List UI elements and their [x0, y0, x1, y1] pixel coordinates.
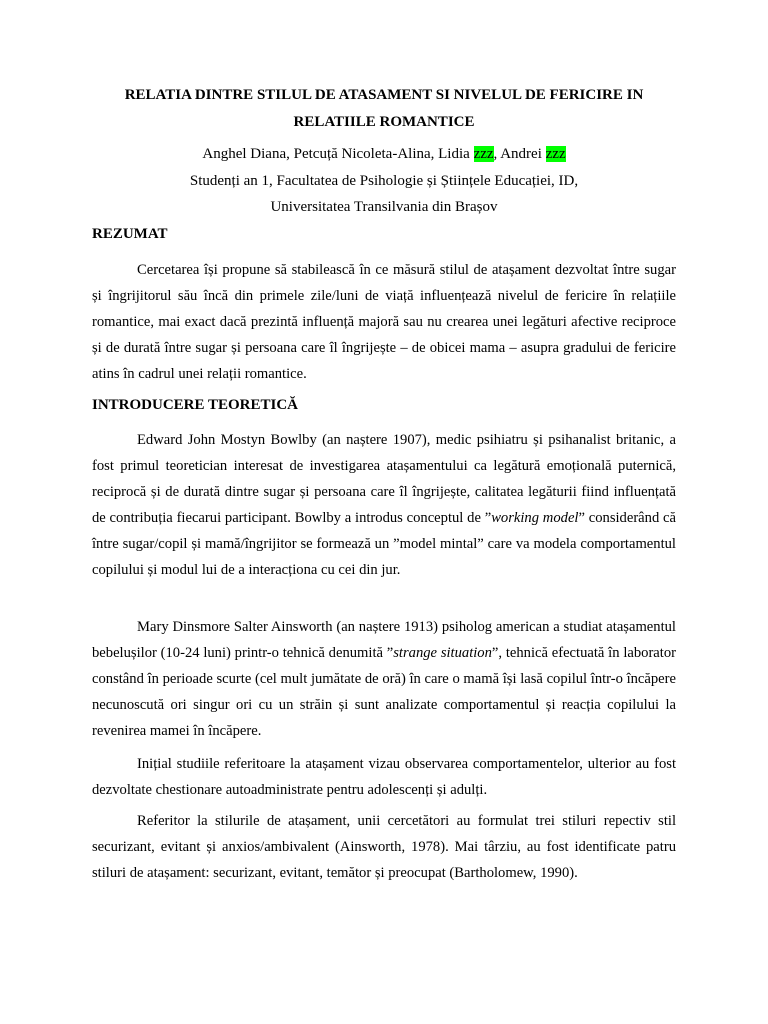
affiliation-line-1: Studenți an 1, Facultatea de Psihologie și Științele Educației, ID,	[189, 173, 579, 189]
authors-line	[92, 146, 676, 163]
title-line-1: RELATIA DINTRE STILUL DE ATASAMENT SI NIVELUL DE FERICIRE IN	[124, 87, 644, 103]
p2-italic-term: strange situation	[393, 645, 492, 661]
intro-paragraph-1	[92, 427, 676, 583]
p2-text-b: ”, tehnică efectuată în laborator constând în perioade scurte (cel mult jumătate de oră) în care o mamă își lasă copilul într-o încăpere necunoscută ori singur ori cu un străin și sunt analizate comportamentul și reacția copilului la revenirea mamei în încăpere.	[92, 645, 676, 739]
intro-paragraph-3: Inițial studiile referitoare la atașament vizau observarea comportamentelor, ulterior au fost dezvoltate chestionare autoadministrate pentru adolescenți și adulți.	[92, 756, 676, 798]
p1-text-b: ” considerând că între sugar/copil și mamă/îngrijitor se formează un ”model mintal” care va modela comportamentul copilului și modul lui de a interacționa cu cei din jur.	[92, 510, 676, 578]
paper-title	[92, 82, 676, 136]
highlight-placeholder-1: zzz	[473, 146, 494, 162]
p2-text-a: Mary Dinsmore Salter Ainsworth (an naștere 1913) psiholog american a studiat atașamentul bebelușilor (10-24 luni) printr-o tehnică denumită ”	[92, 619, 676, 661]
intro-heading: INTRODUCERE TEORETICĂ	[92, 397, 299, 413]
abstract-paragraph: Cercetarea își propune să stabilească în ce măsură stilul de atașament dezvoltat între sugar și îngrijitorul său încă din primele zile/luni de viață influențează nivelul de fericire în relațiile romantice, mai exact dacă prezintă influență majoră sau nu crearea unei legături afective reciproce și de durată între sugar și persoana care îl îngrijește – de obicei mama – asupra gradului de fericire atins în cadrul unei relații romantice.	[92, 262, 676, 382]
authors-text-2: , Andrei	[493, 146, 546, 162]
intro-paragraph-2	[92, 614, 676, 744]
abstract-heading: REZUMAT	[92, 226, 168, 242]
p1-text-a: Edward John Mostyn Bowlby (an naștere 1907), medic psihiatru și psihanalist britanic, a fost primul teoretician interesat de investigarea atașamentului ca legătură emoțională puternică, reciprocă și de durată dintre sugar și persoana care îl îngrijește, calitatea legăturii fiind influențată de contribuția fiecarui participant. Bowlby a introdus conceptul de ”	[92, 432, 676, 526]
intro-paragraph-4: Referitor la stilurile de atașament, unii cercetători au formulat trei stiluri repectiv stil securizant, evitant și anxios/ambivalent (Ainsworth, 1978). Mai târziu, au fost identificate patru stiluri de atașament: securizant, evitant, temător și preocupat (Bartholomew, 1990).	[92, 813, 676, 881]
highlight-placeholder-2: zzz	[545, 146, 566, 162]
title-line-2: RELATIILE ROMANTICE	[293, 114, 475, 130]
authors-text-1: Anghel Diana, Petcuță Nicoleta-Alina, Lidia	[202, 146, 474, 162]
affiliation-line-2: Universitatea Transilvania din Brașov	[270, 199, 498, 215]
p1-italic-term: working model	[491, 510, 579, 526]
